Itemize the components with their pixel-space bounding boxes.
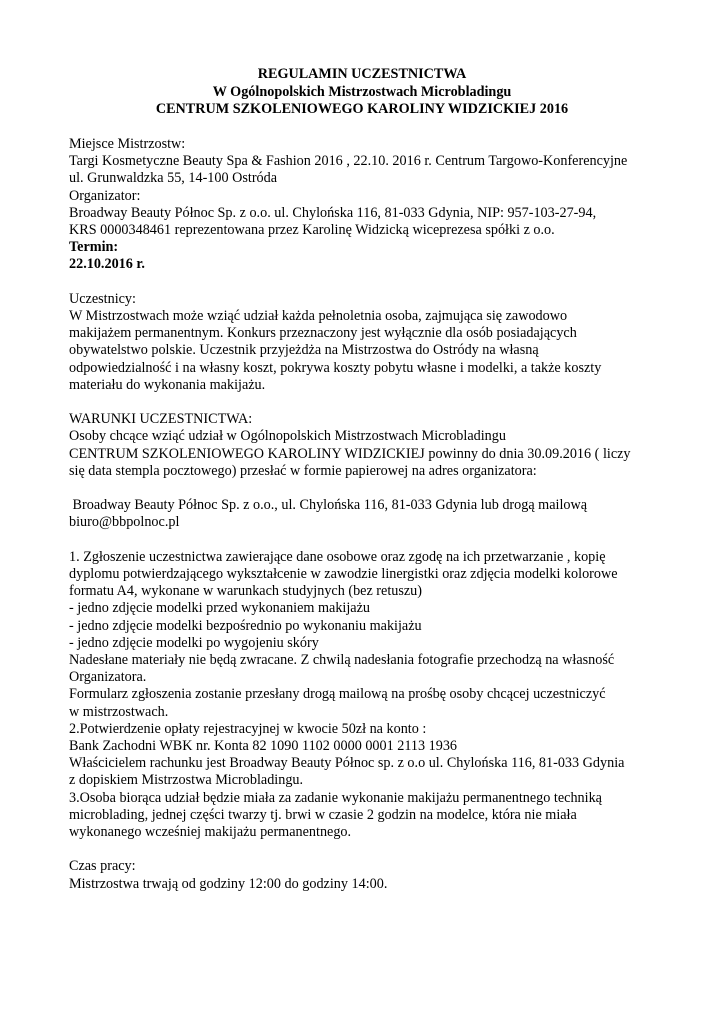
rule-line: z dopiskiem Mistrzostwa Microbladingu. xyxy=(69,772,304,789)
document-body xyxy=(69,136,669,893)
conditions-line: CENTRUM SZKOLENIOWEGO KAROLINY WIDZICKIEJ powinny do dnia 30.09.2016 ( liczy xyxy=(69,445,631,462)
term-heading: Termin: xyxy=(69,239,119,256)
organizer-line: Broadway Beauty Północ Sp. z o.o. ul. Chylońska 116, 81-033 Gdynia, NIP: 957-103-27-94, xyxy=(69,204,597,221)
term-section xyxy=(69,239,669,273)
venue-section xyxy=(69,136,669,188)
organizer-section xyxy=(69,188,669,240)
venue-line: ul. Grunwaldzka 55, 14-100 Ostróda xyxy=(69,170,278,187)
rule-line: Organizatora. xyxy=(69,669,147,686)
organizer-address: Broadway Beauty Północ Sp. z o.o., ul. Chylońska 116, 81-033 Gdynia lub drogą mailową xyxy=(69,497,588,514)
title-line-3: CENTRUM SZKOLENIOWEGO KAROLINY WIDZICKIEJ 2016 xyxy=(155,101,569,117)
rule-line: 2.Potwierdzenie opłaty rejestracyjnej w kwocie 50zł na konto : xyxy=(69,720,427,737)
worktime-heading: Czas pracy: xyxy=(69,858,136,875)
rule-line: microblading, jednej części twarzy tj. brwi w czasie 2 godzin na modelce, która nie miała xyxy=(69,806,577,823)
title-line-2: W Ogólnopolskich Mistrzostwach Microbladingu xyxy=(212,83,512,100)
rule-line: - jedno zdjęcie modelki przed wykonaniem makijażu xyxy=(69,600,370,617)
participants-line: odpowiedzialność i na własny koszt, pokrywa koszty pobytu własne i modelki, a także koszty xyxy=(69,359,602,376)
worktime-section xyxy=(69,858,669,892)
rule-line: Bank Zachodni WBK nr. Konta 82 1090 1102 0000 0001 2113 1936 xyxy=(69,738,458,755)
participants-line: makijażem permanentnym. Konkurs przeznaczony jest wyłącznie dla osób posiadających xyxy=(69,325,577,342)
document-title xyxy=(0,66,724,119)
rule-line: 1. Zgłoszenie uczestnictwa zawierające dane osobowe oraz zgodę na ich przetwarzanie , kopię xyxy=(69,548,606,565)
rule-line: - jedno zdjęcie modelki po wygojeniu skóry xyxy=(69,634,319,651)
participants-section xyxy=(69,291,669,394)
rule-line: wykonanego wcześniej makijażu permanentnego. xyxy=(69,824,352,841)
organizer-line: KRS 0000348461 reprezentowana przez Karolinę Widzicką wiceprezesa spółki z o.o. xyxy=(69,222,555,239)
participants-heading: Uczestnicy: xyxy=(69,290,136,307)
participants-line: materiału do wykonania makijażu. xyxy=(69,376,266,393)
worktime-text: Mistrzostwa trwają od godziny 12:00 do godziny 14:00. xyxy=(69,875,388,892)
rule-line: formatu A4, wykonane w warunkach studyjnych (bez retuszu) xyxy=(69,583,423,600)
term-date: 22.10.2016 r. xyxy=(69,256,145,273)
participants-line: obywatelstwo polskie. Uczestnik przyjeżdża na Mistrzostwa do Ostródy na własną xyxy=(69,342,539,359)
title-line-1: REGULAMIN UCZESTNICTWA xyxy=(257,66,467,82)
organizer-email: biuro@bbpolnoc.pl xyxy=(69,514,180,531)
rule-line: Formularz zgłoszenia zostanie przesłany drogą mailową na prośbę osoby chcącej uczestniczyć xyxy=(69,686,606,703)
conditions-section xyxy=(69,411,669,531)
rule-line: w mistrzostwach. xyxy=(69,703,169,720)
rule-line: 3.Osoba biorąca udział będzie miała za zadanie wykonanie makijażu permanentnego techniką xyxy=(69,789,602,806)
rule-line: Nadesłane materiały nie będą zwracane. Z chwilą nadesłania fotografie przechodzą na własność xyxy=(69,652,615,669)
venue-heading: Miejsce Mistrzostw: xyxy=(69,136,186,152)
participants-line: W Mistrzostwach może wziąć udział każda pełnoletnia osoba, zajmująca się zawodowo xyxy=(69,308,568,325)
conditions-line: Osoby chcące wziąć udział w Ogólnopolskich Mistrzostwach Microbladingu xyxy=(69,428,506,445)
venue-line: Targi Kosmetyczne Beauty Spa & Fashion 2016 , 22.10. 2016 r. Centrum Targowo-Konferencyjne xyxy=(69,153,628,170)
rule-line: Właścicielem rachunku jest Broadway Beauty Północ sp. z o.o ul. Chylońska 116, 81-033 Gdynia xyxy=(69,755,625,772)
conditions-line: się data stempla pocztowego) przesłać w formie papierowej na adres organizatora: xyxy=(69,462,537,479)
rule-line: - jedno zdjęcie modelki bezpośrednio po wykonaniu makijażu xyxy=(69,617,422,634)
organizer-heading: Organizator: xyxy=(69,187,141,204)
conditions-heading: WARUNKI UCZESTNICTWA: xyxy=(69,411,253,428)
rules-section xyxy=(69,549,669,841)
rule-line: dyplomu potwierdzającego wykształcenie w zawodzie linergistki oraz zdjęcia modelki kolorowe xyxy=(69,566,618,583)
